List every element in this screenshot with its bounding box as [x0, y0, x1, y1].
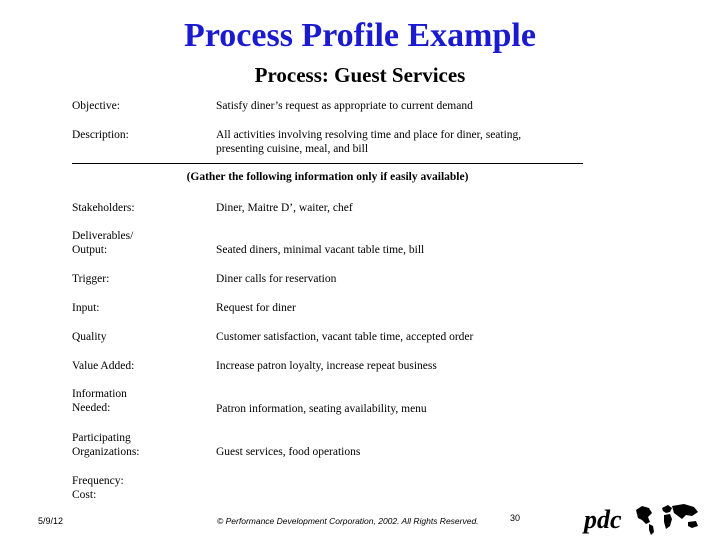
- deliverables-label: Deliverables/ Output:: [72, 230, 134, 256]
- quality-label: Quality: [72, 331, 107, 343]
- description-label: Description:: [72, 129, 129, 141]
- objective-value: Satisfy diner’s request as appropriate to current demand: [216, 100, 473, 112]
- participating-organizations-label: Participating Organizations:: [72, 432, 140, 458]
- trigger-value: Diner calls for reservation: [216, 273, 337, 285]
- slide-subtitle: Process: Guest Services: [254, 63, 466, 87]
- page-number: 30: [510, 513, 521, 523]
- frequency-cost-label: Frequency: Cost:: [72, 475, 124, 501]
- slide-title: Process Profile Example: [184, 17, 536, 54]
- trigger-label: Trigger:: [72, 273, 110, 285]
- quality-value: Customer satisfaction, vacant table time, accepted order: [216, 331, 474, 343]
- deliverables-value: Seated diners, minimal vacant table time, bill: [216, 244, 425, 256]
- divider-rule: [72, 163, 583, 164]
- description-value: All activities involving resolving time and place for diner, seating, presenting cuisine, meal, and bill: [216, 129, 522, 155]
- objective-label: Objective:: [72, 100, 120, 112]
- input-label: Input:: [72, 302, 100, 314]
- information-needed-value: Patron information, seating availability, menu: [216, 403, 427, 415]
- information-needed-label: Information Needed:: [72, 388, 127, 414]
- footer-copyright: © Performance Development Corporation, 2002. All Rights Reserved.: [217, 516, 479, 526]
- world-map-icon: [634, 502, 702, 536]
- stakeholders-label: Stakeholders:: [72, 202, 135, 214]
- value-added-label: Value Added:: [72, 360, 135, 372]
- input-value: Request for diner: [216, 302, 296, 314]
- pdc-logo-text: pdc: [584, 505, 622, 534]
- participating-organizations-value: Guest services, food operations: [216, 446, 361, 458]
- gather-note: (Gather the following information only if easily available): [186, 171, 469, 183]
- footer-date: 5/9/12: [38, 516, 64, 526]
- stakeholders-value: Diner, Maitre D’, waiter, chef: [216, 202, 353, 214]
- value-added-value: Increase patron loyalty, increase repeat business: [216, 360, 437, 372]
